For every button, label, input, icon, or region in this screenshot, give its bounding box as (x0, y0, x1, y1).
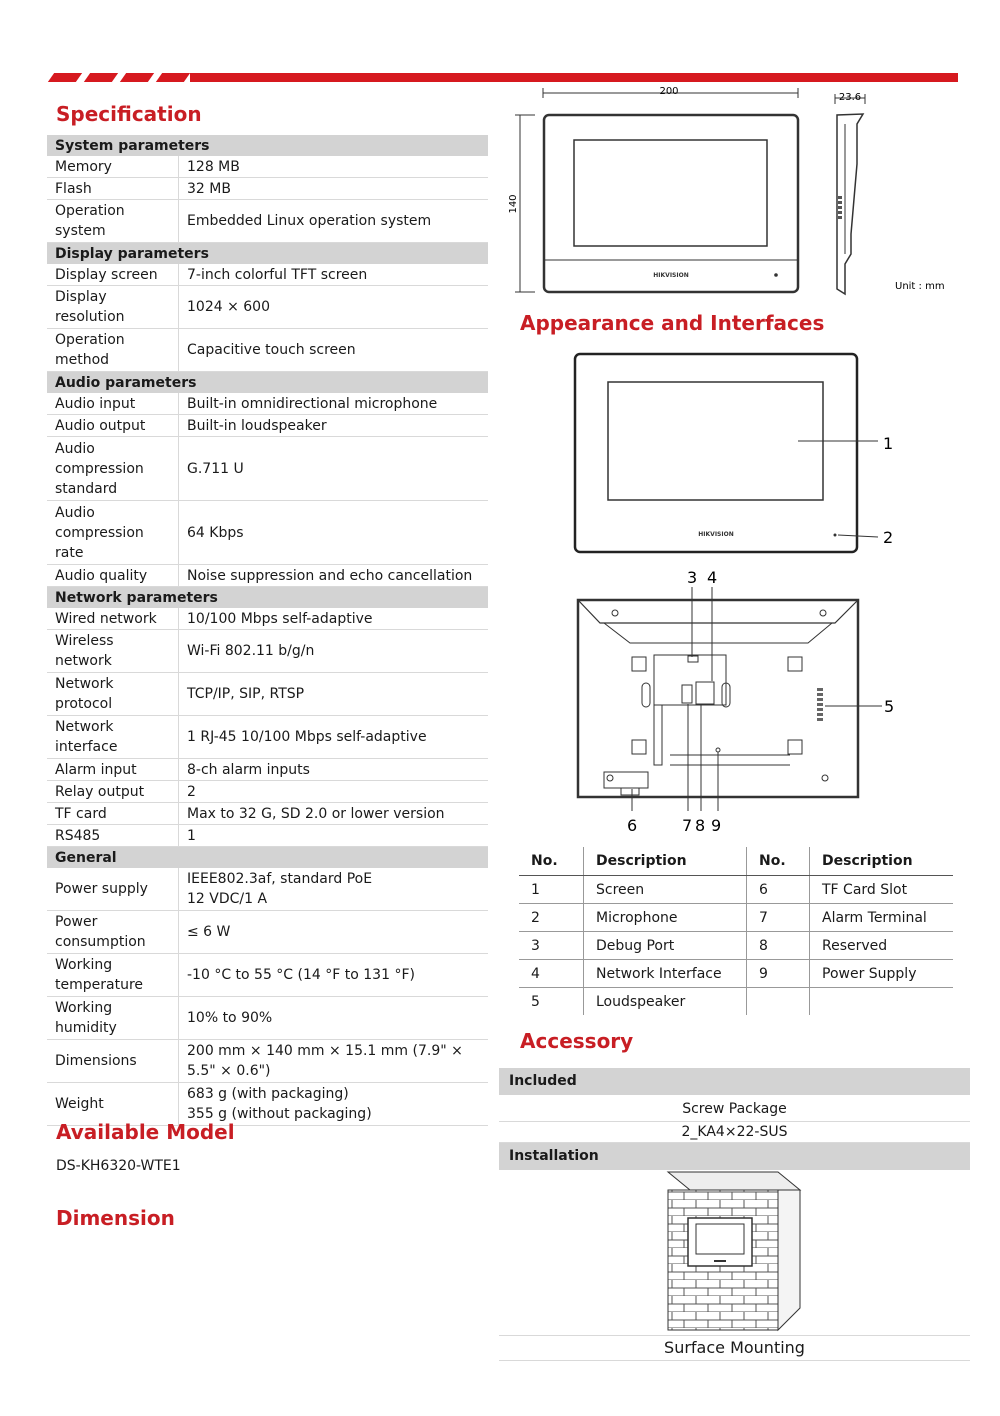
spec-row (47, 415, 488, 437)
spec-row (47, 673, 488, 716)
spec-row (47, 393, 488, 415)
spec-value: IEEE802.3af, standard PoE 12 VDC/1 A (179, 868, 489, 911)
spec-label: Working humidity (47, 997, 179, 1040)
spec-row (47, 911, 488, 954)
spec-label: Operation method (47, 329, 179, 372)
dim-width-label: 200 (659, 86, 679, 97)
interface-description: TF Card Slot (810, 876, 954, 904)
interface-description: Screen (584, 876, 747, 904)
header-bar (190, 73, 958, 82)
spec-label: Alarm input (47, 759, 179, 781)
interface-description: Power Supply (810, 960, 954, 988)
section-header (47, 135, 488, 156)
accessory-heading: Accessory (520, 1029, 634, 1053)
spec-row (47, 178, 488, 200)
interface-number: 3 (519, 932, 584, 960)
callout-8: 8 (695, 816, 706, 835)
screw-package-label: Screw Package (499, 1097, 970, 1122)
dim-height-label: 140 (508, 194, 519, 214)
spec-value: 8-ch alarm inputs (179, 759, 489, 781)
spec-value: G.711 U (179, 437, 489, 501)
interface-number: 1 (519, 876, 584, 904)
dim-depth-label: 23.6 (838, 92, 862, 103)
dimension-heading: Dimension (56, 1206, 175, 1230)
ifc-header-no-2: No. (747, 847, 810, 876)
spec-row (47, 565, 488, 587)
interface-description: Microphone (584, 904, 747, 932)
ifc-header-desc: Description (584, 847, 747, 876)
section-header (47, 587, 488, 609)
installation-header: Installation (499, 1143, 970, 1170)
interface-number (747, 988, 810, 1016)
spec-label: RS485 (47, 825, 179, 847)
available-model-heading: Available Model (56, 1120, 235, 1144)
spec-row (47, 868, 488, 911)
spec-value: Embedded Linux operation system (179, 200, 489, 243)
spec-value: 10/100 Mbps self-adaptive (179, 608, 489, 630)
spec-value: 7-inch colorful TFT screen (179, 264, 489, 286)
interface-number: 4 (519, 960, 584, 988)
spec-value: Max to 32 G, SD 2.0 or lower version (179, 803, 489, 825)
brand-logo-small: HIKVISION (653, 272, 689, 279)
spec-label: Audio input (47, 393, 179, 415)
spec-label: Audio output (47, 415, 179, 437)
section-header-label: Audio parameters (47, 372, 488, 394)
callout-9: 9 (711, 816, 722, 835)
spec-value: 1 RJ-45 10/100 Mbps self-adaptive (179, 716, 489, 759)
spec-value: Built-in loudspeaker (179, 415, 489, 437)
spec-row (47, 501, 488, 565)
section-header-label: General (47, 847, 488, 869)
spec-value: 64 Kbps (179, 501, 489, 565)
spec-value: 32 MB (179, 178, 489, 200)
interface-description (810, 988, 954, 1016)
section-header (47, 847, 488, 869)
callout-7: 7 (682, 816, 693, 835)
callout-6: 6 (627, 816, 638, 835)
spec-label: Audio quality (47, 565, 179, 587)
spec-label: Memory (47, 156, 179, 178)
spec-label: Audio compression rate (47, 501, 179, 565)
spec-label: Relay output (47, 781, 179, 803)
interface-number: 8 (747, 932, 810, 960)
spec-value: 200 mm × 140 mm × 15.1 mm (7.9" × 5.5" × 0.6") (179, 1040, 489, 1083)
ifc-header-no: No. (519, 847, 584, 876)
surface-mounting-illustration (660, 1168, 810, 1334)
spec-row (47, 286, 488, 329)
spec-value: 10% to 90% (179, 997, 489, 1040)
specification-table (47, 135, 488, 1126)
spec-label: Wired network (47, 608, 179, 630)
spec-label: Network protocol (47, 673, 179, 716)
back-view-drawing (570, 565, 910, 840)
spec-label: Wireless network (47, 630, 179, 673)
interface-number: 7 (747, 904, 810, 932)
mounting-caption: Surface Mounting (499, 1335, 970, 1361)
included-header: Included (499, 1068, 970, 1095)
interfaces-table (519, 847, 953, 1015)
spec-value: 2 (179, 781, 489, 803)
spec-row (47, 329, 488, 372)
section-header-label: Display parameters (47, 243, 488, 265)
spec-value: Built-in omnidirectional microphone (179, 393, 489, 415)
spec-row (47, 759, 488, 781)
section-header (47, 372, 488, 394)
spec-row (47, 825, 488, 847)
appearance-heading: Appearance and Interfaces (520, 311, 825, 335)
interface-description: Debug Port (584, 932, 747, 960)
spec-row (47, 954, 488, 997)
interface-description: Reserved (810, 932, 954, 960)
interface-row (519, 876, 953, 904)
spec-row (47, 1040, 488, 1083)
dimension-drawing (505, 84, 955, 299)
spec-value: Wi-Fi 802.11 b/g/n (179, 630, 489, 673)
spec-row (47, 608, 488, 630)
spec-label: Dimensions (47, 1040, 179, 1083)
spec-row (47, 437, 488, 501)
spec-row (47, 803, 488, 825)
spec-label: Display screen (47, 264, 179, 286)
section-header (47, 243, 488, 265)
front-view-drawing (570, 350, 910, 560)
ifc-header-desc-2: Description (810, 847, 954, 876)
spec-value: TCP/IP, SIP, RTSP (179, 673, 489, 716)
spec-row (47, 264, 488, 286)
spec-row (47, 997, 488, 1040)
interface-row (519, 988, 953, 1016)
spec-value: -10 °C to 55 °C (14 °F to 131 °F) (179, 954, 489, 997)
spec-row (47, 156, 488, 178)
spec-value: 683 g (with packaging) 355 g (without packaging) (179, 1083, 489, 1126)
callout-5: 5 (884, 697, 895, 716)
spec-label: Power consumption (47, 911, 179, 954)
section-header-label: System parameters (47, 135, 488, 156)
spec-row (47, 630, 488, 673)
spec-label: TF card (47, 803, 179, 825)
spec-label: Working temperature (47, 954, 179, 997)
spec-label: Operation system (47, 200, 179, 243)
interface-description: Network Interface (584, 960, 747, 988)
interface-row (519, 932, 953, 960)
spec-value: 1024 × 600 (179, 286, 489, 329)
callout-1: 1 (883, 434, 894, 453)
interface-number: 5 (531, 993, 540, 1010)
spec-label: Flash (47, 178, 179, 200)
spec-label: Weight (47, 1083, 179, 1126)
interface-number: 2 (519, 904, 584, 932)
spec-label: Display resolution (47, 286, 179, 329)
spec-value: ≤ 6 W (179, 911, 489, 954)
spec-row (47, 200, 488, 243)
interface-number: 6 (747, 876, 810, 904)
callout-2: 2 (883, 528, 894, 547)
interface-number: 9 (747, 960, 810, 988)
spec-value: Noise suppression and echo cancellation (179, 565, 489, 587)
interface-description: Loudspeaker (584, 988, 747, 1016)
screw-code: 2_KA4×22-SUS (499, 1122, 970, 1143)
interface-row (519, 904, 953, 932)
spec-row (47, 781, 488, 803)
specification-heading: Specification (56, 102, 202, 126)
interface-description: Alarm Terminal (810, 904, 954, 932)
spec-value: 128 MB (179, 156, 489, 178)
spec-label: Network interface (47, 716, 179, 759)
brand-logo: HIKVISION (698, 531, 734, 538)
spec-value: 1 (179, 825, 489, 847)
spec-value: Capacitive touch screen (179, 329, 489, 372)
unit-label: Unit : mm (895, 281, 945, 292)
callout-4: 4 (707, 568, 718, 587)
spec-label: Power supply (47, 868, 179, 911)
model-number: DS-KH6320-WTE1 (56, 1158, 181, 1174)
section-header-label: Network parameters (47, 587, 488, 609)
spec-label: Audio compression standard (47, 437, 179, 501)
interface-row (519, 960, 953, 988)
spec-row (47, 716, 488, 759)
callout-3: 3 (687, 568, 698, 587)
